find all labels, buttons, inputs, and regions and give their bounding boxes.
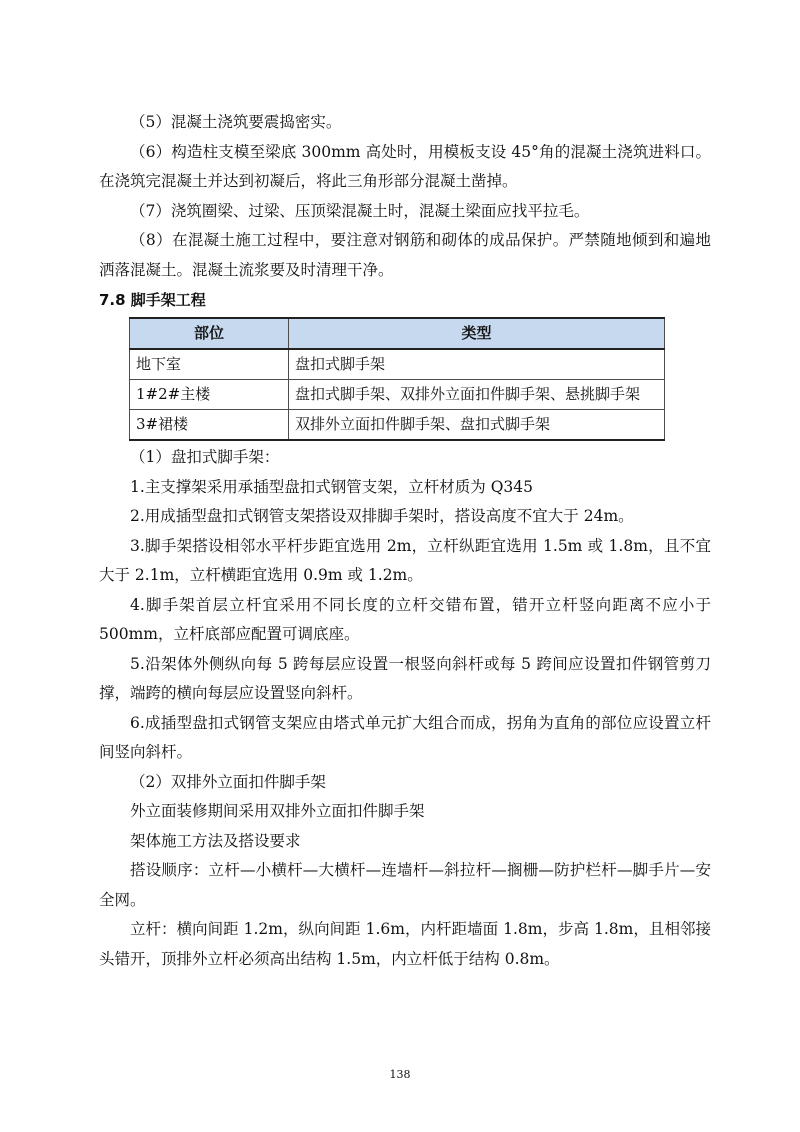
section-title: 7.8 脚手架工程 xyxy=(99,291,206,309)
paragraph-method-title: 架体施工方法及搭设要求 xyxy=(130,831,301,850)
paragraph-item-4: 4.脚手架首层立杆宜采用不同长度的立杆交错布置，错开立杆竖向距离不应小于 500mm，立杆底部应配置可调底座。 xyxy=(99,595,711,643)
subheading-double-row-scaffold: （2）双排外立面扣件脚手架 xyxy=(130,772,326,791)
table-cell-location: 1#2#主楼 xyxy=(130,380,289,410)
paragraph-concrete-7: （7）浇筑圈梁、过梁、压顶梁混凝土时，混凝土梁面应找平拉毛。 xyxy=(130,201,590,220)
table-row xyxy=(130,410,665,441)
page-number: 138 xyxy=(389,1068,411,1081)
table-cell-type: 盘扣式脚手架、双排外立面扣件脚手架、悬挑脚手架 xyxy=(289,380,665,410)
table-header-row xyxy=(130,318,665,349)
paragraph-item-3: 3.脚手架搭设相邻水平杆步距宜选用 2m，立杆纵距宜选用 1.5m 或 1.8m，且不宜大于 2.1m，立杆横距宜选用 0.9m 或 1.2m。 xyxy=(99,536,711,584)
paragraph-item-1: 1.主支撑架采用承插型盘扣式钢管支架，立杆材质为 Q345 xyxy=(130,477,534,496)
table-row xyxy=(130,380,665,410)
table-header-location: 部位 xyxy=(130,318,289,349)
subheading-disc-scaffold: （1）盘扣式脚手架： xyxy=(130,448,280,466)
paragraph-concrete-5: （5）混凝土浇筑要震捣密实。 xyxy=(130,113,342,131)
table-cell-type: 盘扣式脚手架 xyxy=(289,349,665,380)
page-content xyxy=(99,108,711,974)
table-cell-type: 双排外立面扣件脚手架、盘扣式脚手架 xyxy=(289,410,665,441)
paragraph-item-2: 2.用成插型盘扣式钢管支架搭设双排脚手架时，搭设高度不宜大于 24m。 xyxy=(130,507,634,525)
paragraph-concrete-8: （8）在混凝土施工过程中，要注意对钢筋和砌体的成品保护。严禁随地倾到和遍地洒落混凝土。混凝土流浆要及时清理干净。 xyxy=(99,231,711,279)
paragraph-concrete-6: （6）构造柱支模至梁底 300mm 高处时，用模板支设 45°角的混凝土浇筑进料口。在浇筑完混凝土并达到初凝后，将此三角形部分混凝土凿掉。 xyxy=(99,142,711,190)
paragraph-erection-sequence: 搭设顺序：立杆—小横杆—大横杆—连墙杆—斜拉杆—搁栅—防护栏杆—脚手片—安全网。 xyxy=(99,861,711,909)
scaffold-table xyxy=(129,317,665,441)
table-row xyxy=(130,349,665,380)
table-header-type: 类型 xyxy=(289,318,665,349)
paragraph-upright-pole: 立杆：横向间距 1.2m，纵向间距 1.6m，内杆距墙面 1.8m，步高 1.8m，且相邻接头错开，顶排外立杆必须高出结构 1.5m，内立杆低于结构 0.8m。 xyxy=(99,920,711,968)
paragraph-facade-usage: 外立面装修期间采用双排外立面扣件脚手架 xyxy=(130,802,425,820)
paragraph-item-5: 5.沿架体外侧纵向每 5 跨每层应设置一根竖向斜杆或每 5 跨间应设置扣件钢管剪刀撑，端跨的横向每层应设置竖向斜杆。 xyxy=(99,654,711,702)
table-cell-location: 3#裙楼 xyxy=(130,410,289,441)
table-cell-location: 地下室 xyxy=(130,349,289,380)
paragraph-item-6: 6.成插型盘扣式钢管支架应由塔式单元扩大组合而成，拐角为直角的部位应设置立杆间竖向斜杆。 xyxy=(99,713,711,761)
